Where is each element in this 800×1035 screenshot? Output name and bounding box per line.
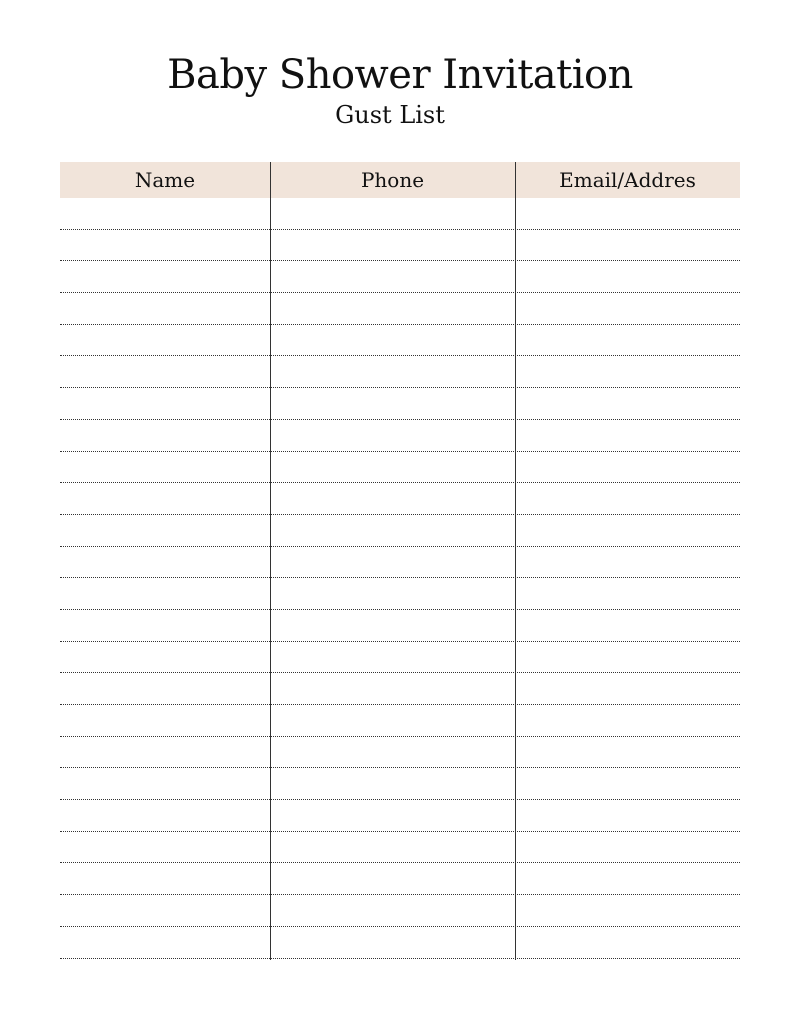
table-row bbox=[60, 230, 740, 262]
page-subtitle: Gust List bbox=[335, 101, 445, 129]
table-row bbox=[60, 578, 740, 610]
guest-list-table bbox=[60, 162, 740, 960]
table-row bbox=[60, 515, 740, 547]
table-row bbox=[60, 863, 740, 895]
table-row bbox=[60, 293, 740, 325]
page-title: Baby Shower Invitation bbox=[167, 52, 633, 98]
table-row bbox=[60, 198, 740, 230]
table-row bbox=[60, 768, 740, 800]
table-row bbox=[60, 832, 740, 864]
table-row bbox=[60, 800, 740, 832]
table-row bbox=[60, 261, 740, 293]
table-row bbox=[60, 610, 740, 642]
table-row bbox=[60, 673, 740, 705]
table-row bbox=[60, 452, 740, 484]
column-divider bbox=[270, 162, 271, 960]
table-row bbox=[60, 356, 740, 388]
table-header bbox=[60, 162, 740, 198]
table-row bbox=[60, 642, 740, 674]
table-row bbox=[60, 325, 740, 357]
column-divider bbox=[515, 162, 516, 960]
column-header-email-address: Email/Addres bbox=[559, 168, 696, 192]
table-row bbox=[60, 737, 740, 769]
column-header-name: Name bbox=[134, 168, 196, 192]
table-row bbox=[60, 927, 740, 959]
table-row bbox=[60, 483, 740, 515]
table-row bbox=[60, 420, 740, 452]
table-body bbox=[60, 198, 740, 959]
column-header-phone: Phone bbox=[360, 168, 425, 192]
table-row bbox=[60, 705, 740, 737]
table-row bbox=[60, 547, 740, 579]
table-row bbox=[60, 895, 740, 927]
table-row bbox=[60, 388, 740, 420]
